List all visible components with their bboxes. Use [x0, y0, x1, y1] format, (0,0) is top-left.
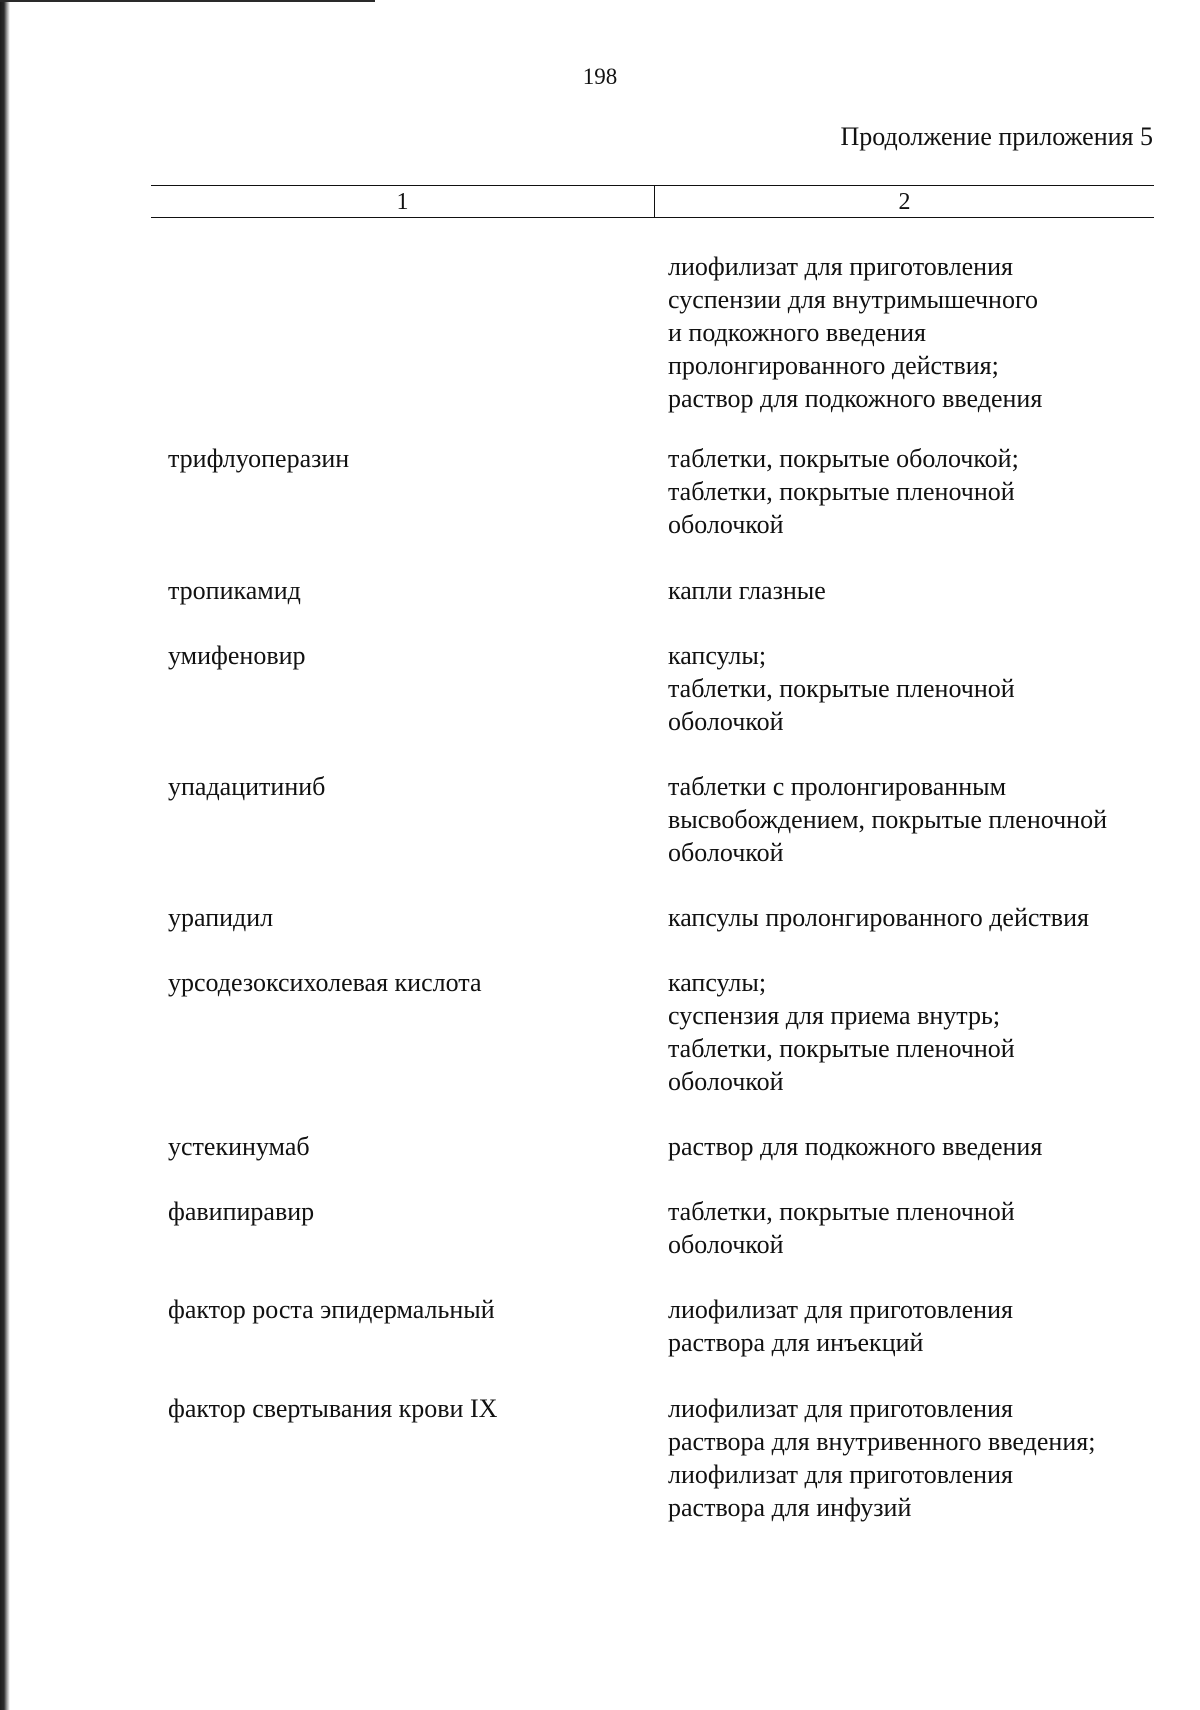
page-number: 198	[582, 64, 618, 89]
dosage-form-line: таблетки, покрытые пленочной	[668, 1034, 1015, 1063]
drug-name: фактор свертывания крови IX	[168, 1394, 498, 1423]
header-bottom-rule	[151, 217, 1154, 218]
table-column-header	[151, 185, 1154, 219]
dosage-form-line: таблетки, покрытые пленочной	[668, 477, 1015, 506]
dosage-form-line: раствор для подкожного введения	[668, 1132, 1043, 1161]
dosage-forms	[668, 639, 1168, 738]
dosage-form-line: суспензия для приема внутрь;	[668, 1001, 1001, 1030]
dosage-form-line: раствора для внутривенного введения;	[668, 1427, 1096, 1456]
dosage-forms	[668, 1293, 1168, 1359]
drug-name: фактор роста эпидермальный	[168, 1295, 495, 1324]
dosage-forms	[668, 1130, 1168, 1163]
dosage-form-line: лиофилизат для приготовления	[668, 1460, 1013, 1489]
dosage-forms	[668, 1392, 1168, 1524]
dosage-form-line: раствор для подкожного введения	[668, 384, 1043, 413]
continuation-label: Продолжение приложения 5	[840, 122, 1153, 151]
dosage-form-line: и подкожного введения	[668, 318, 927, 347]
drug-name: тропикамид	[168, 576, 301, 605]
dosage-form-line: капсулы;	[668, 968, 767, 997]
dosage-form-line: оболочкой	[668, 707, 784, 736]
dosage-forms	[668, 770, 1168, 869]
dosage-form-line: оболочкой	[668, 1230, 784, 1259]
drug-name: трифлуоперазин	[168, 444, 350, 473]
dosage-form-line: таблетки, покрытые пленочной	[668, 674, 1015, 703]
column-header-1: 1	[396, 189, 409, 215]
dosage-form-line: высвобождением, покрытые пленочной	[668, 805, 1107, 834]
dosage-form-line: капсулы пролонгированного действия	[668, 903, 1089, 932]
drug-name: устекинумаб	[168, 1132, 310, 1161]
dosage-form-line: таблетки, покрытые пленочной	[668, 1197, 1015, 1226]
dosage-form-line: таблетки с пролонгированным	[668, 772, 1007, 801]
dosage-form-line: таблетки, покрытые оболочкой;	[668, 444, 1019, 473]
dosage-form-line: раствора для инъекций	[668, 1328, 924, 1357]
dosage-forms	[668, 1195, 1168, 1261]
dosage-form-line: раствора для инфузий	[668, 1493, 912, 1522]
drug-name: урапидил	[168, 903, 274, 932]
dosage-forms	[668, 901, 1168, 934]
scan-edge-left	[0, 0, 10, 1710]
scan-edge-top	[0, 0, 375, 2]
dosage-form-line: лиофилизат для приготовления	[668, 1394, 1013, 1423]
dosage-form-line: суспензии для внутримышечного	[668, 285, 1038, 314]
dosage-form-line: оболочкой	[668, 838, 784, 867]
dosage-forms	[668, 966, 1168, 1098]
dosage-form-line: капсулы;	[668, 641, 767, 670]
dosage-form-line: лиофилизат для приготовления	[668, 1295, 1013, 1324]
dosage-forms	[668, 574, 1168, 607]
dosage-form-line: оболочкой	[668, 510, 784, 539]
dosage-form-line: лиофилизат для приготовления	[668, 252, 1013, 281]
drug-name: урсодезоксихолевая кислота	[168, 968, 482, 997]
column-header-2: 2	[898, 189, 911, 215]
dosage-form-line: пролонгированного действия;	[668, 351, 999, 380]
drug-name: упадацитиниб	[168, 772, 326, 801]
drug-name: фавипиравир	[168, 1197, 315, 1226]
dosage-form-line: капли глазные	[668, 576, 826, 605]
header-top-rule	[151, 185, 1154, 186]
drug-name: умифеновир	[168, 641, 306, 670]
dosage-forms	[668, 250, 1168, 415]
dosage-forms	[668, 442, 1168, 541]
dosage-form-line: оболочкой	[668, 1067, 784, 1096]
